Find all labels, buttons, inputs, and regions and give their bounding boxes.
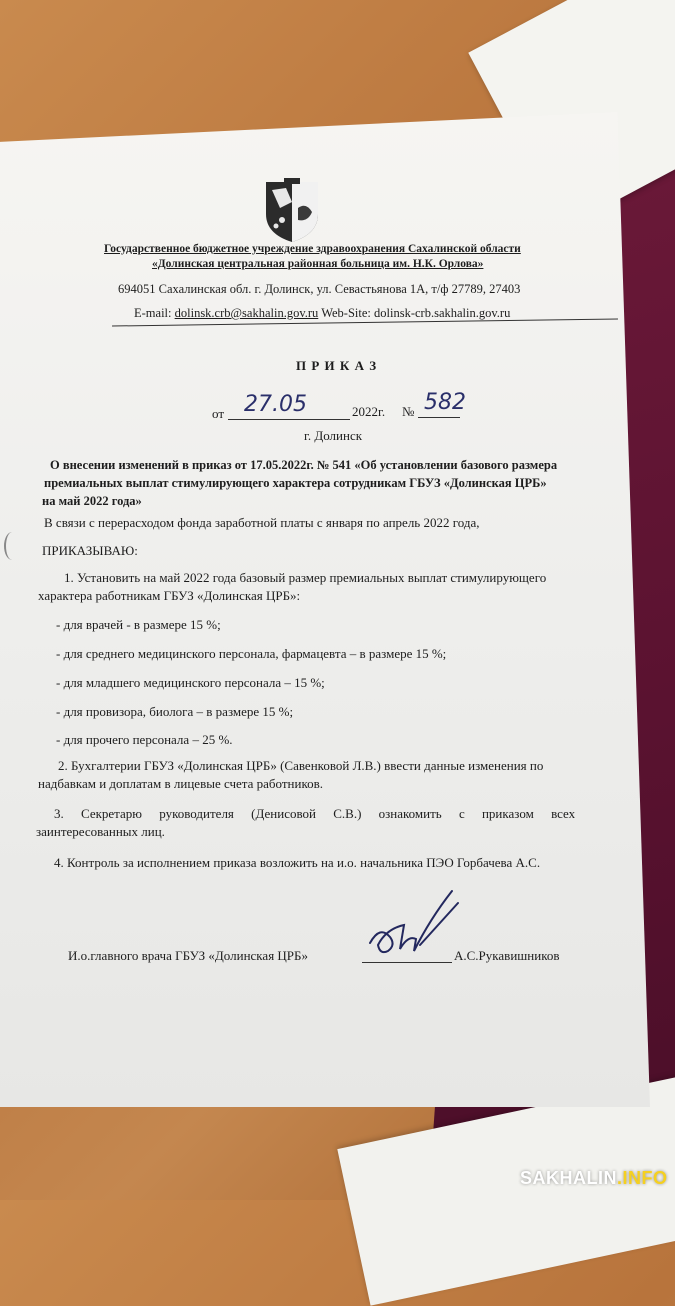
order-city: г. Долинск [304, 428, 363, 443]
coat-of-arms-emblem [262, 178, 322, 244]
rate-item: - для прочего персонала – 25 %. [56, 732, 233, 747]
punch-hole-mark [4, 532, 20, 560]
org-name-line2: «Долинская центральная районная больница им. Н.К. Орлова» [152, 258, 484, 270]
date-line [228, 419, 350, 420]
email-label: E-mail: [134, 306, 172, 320]
order-number-label: № [402, 404, 415, 419]
subject-line1: О внесении изменений в приказ от 17.05.2022г. № 541 «Об установлении базового размера [50, 458, 558, 472]
org-contacts [134, 306, 510, 321]
order-date-prefix: от [212, 406, 225, 421]
handwritten-date: 27.05 [244, 392, 307, 417]
rate-item: - для среднего медицинского персонала, фармацевта – в размере 15 %; [56, 646, 447, 661]
order-word: ПРИКАЗЫВАЮ: [42, 543, 138, 558]
order-reason: В связи с перерасходом фонда заработной платы с января по апрель 2022 года, [44, 515, 480, 530]
number-line [418, 417, 460, 418]
item2-line2: надбавкам и доплатам в лицевые счета работников. [38, 776, 323, 791]
email-address: dolinsk.crb@sakhalin.gov.ru [174, 306, 319, 320]
item1-line2: характера работникам ГБУЗ «Долинская ЦРБ»: [38, 588, 301, 603]
web-address: dolinsk-crb.sakhalin.gov.ru [374, 306, 511, 320]
order-year: 2022г. [352, 404, 386, 419]
signature-position: И.о.главного врача ГБУЗ «Долинская ЦРБ» [68, 948, 309, 963]
item4: 4. Контроль за исполнением приказа возложить на и.о. начальника ПЭО Горбачева А.С. [54, 855, 541, 870]
item2-line1: 2. Бухгалтерии ГБУЗ «Долинская ЦРБ» (Савенковой Л.В.) ввести данные изменения по [58, 758, 544, 773]
site-watermark: SAKHALIN.INFO [520, 1168, 668, 1188]
subject-line3: на май 2022 года» [42, 494, 142, 508]
subject-line2: премиальных выплат стимулирующего характера сотрудникам ГБУЗ «Долинская ЦРБ» [44, 476, 547, 490]
handwritten-number: 582 [424, 390, 466, 415]
signatory-name: А.С.Рукавишников [454, 948, 560, 963]
item3-line1: 3. Секретарю руководителя (Денисовой С.В.) ознакомить с приказом всех [54, 806, 576, 821]
web-label: Web-Site: [321, 306, 371, 320]
org-address: 694051 Сахалинская обл. г. Долинск, ул. Севастьянова 1А, т/ф 27789, 27403 [118, 282, 521, 296]
rate-item: - для младшего медицинского персонала – 15 %; [56, 675, 325, 690]
rate-item: - для врачей - в размере 15 %; [56, 617, 221, 632]
order-title: П Р И К А З [296, 358, 378, 373]
item3-line2: заинтересованных лиц. [36, 824, 165, 839]
rate-item: - для провизора, биолога – в размере 15 %; [56, 704, 294, 719]
item1-line1: 1. Установить на май 2022 года базовый размер премиальных выплат стимулирующего [64, 570, 547, 585]
org-name-line1: Государственное бюджетное учреждение здравоохранения Сахалинской области [104, 243, 521, 255]
